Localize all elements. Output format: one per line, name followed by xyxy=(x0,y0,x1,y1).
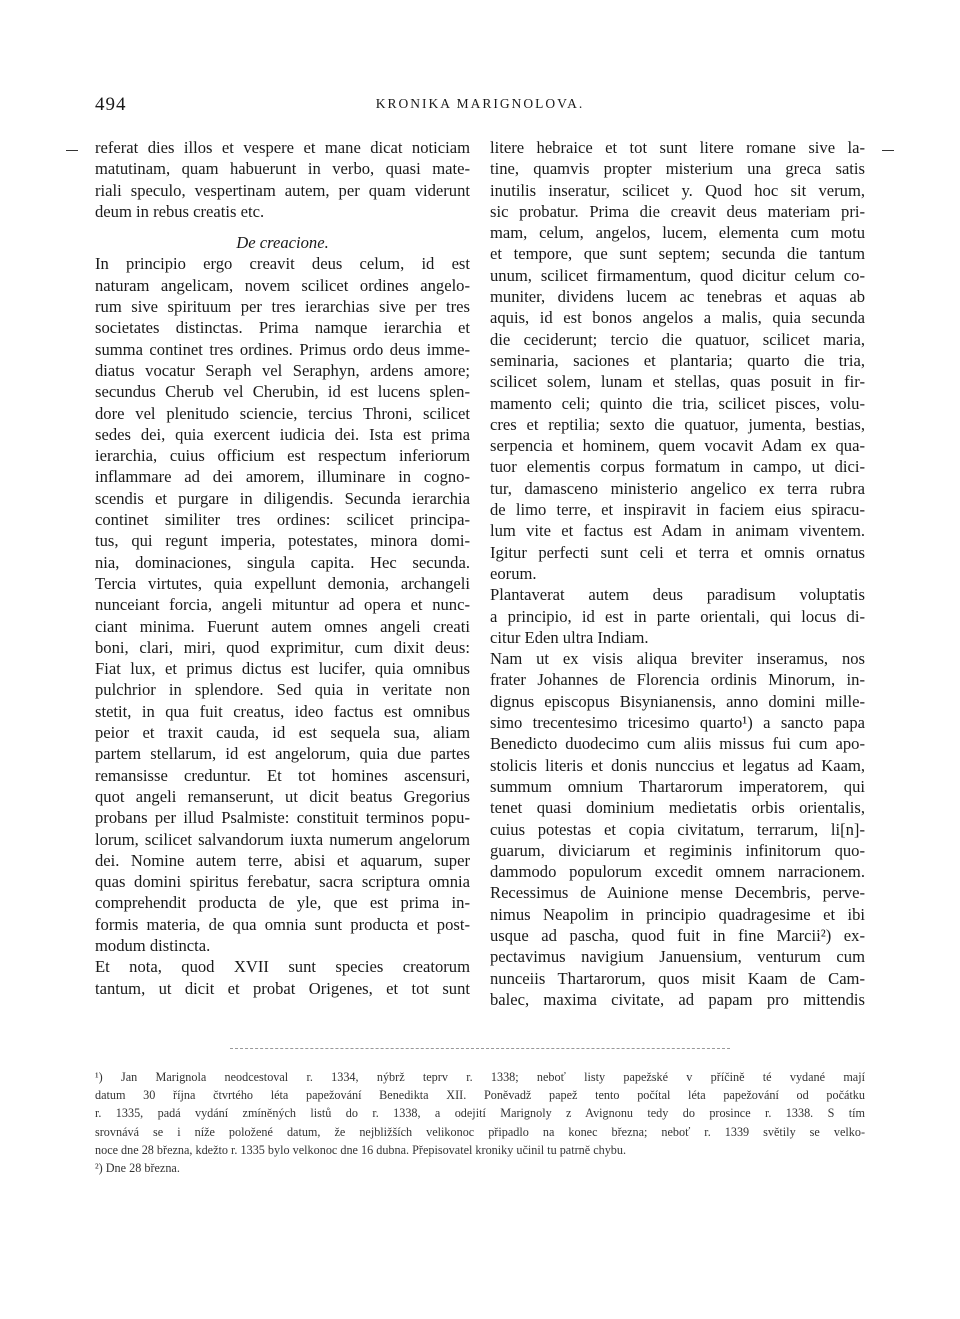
text-line: mamento celi; quinto die tria, scilicet pisces, volu- xyxy=(490,393,865,413)
text-line: tus, qui regunt imperia, potestates, minora domi- xyxy=(95,531,470,551)
text-line: remansisse creduntur. Et tot homines ascensuri, xyxy=(95,765,470,785)
text-line: inutilis inseratur, scilicet y. Quod hoc sit verum, xyxy=(490,180,865,200)
text-line: tuor elementis corpus formatum in campo, ut dici- xyxy=(490,457,865,477)
text-line: sic probatur. Prima die creavit deus materiam pri- xyxy=(490,201,865,221)
text-line: societates distinctas. Prima namque ierarchia et xyxy=(95,318,470,338)
text-line: quot angeli remanserunt, ut dicit beatus Gregorius xyxy=(95,786,470,806)
text-line: partem stellarum, id est angelorum, quia due partes xyxy=(95,744,470,764)
text-line: usque ad pascha, quod fuit in fine Marcii²) ex- xyxy=(490,925,865,945)
text-line: scilicet solem, lunam et stellas, quas posuit in fir- xyxy=(490,372,865,392)
text-line: lorum, scilicet salvandorum iuxta numerum angelorum xyxy=(95,829,470,849)
right-margin-dash xyxy=(882,150,894,151)
text-line: aquis, id est bonos angelos a malis, quia secunda xyxy=(490,308,865,328)
footnote-line: ¹) Jan Marignola neodcestoval r. 1334, nýbrž teprv r. 1338; neboť listy papežské v příčině té vydané mají xyxy=(95,1070,865,1084)
footnote-line: ²) Dne 28 března. xyxy=(95,1160,180,1175)
text-line: stetit, in qua fuit creatus, ideo factus est omnibus xyxy=(95,701,470,721)
footnotes xyxy=(95,1068,865,1177)
text-line: sedes dei, quia exercent iudicia dei. Ista est prima xyxy=(95,424,470,444)
footnote-line: noce dne 28 března, kdežto r. 1335 bylo velkonoc dne 16 dubna. Přepisovatel kroniky učinil tu patrně chybu. xyxy=(95,1142,627,1157)
text-line: ciant minima. Fuerunt autem omnes angeli creati xyxy=(95,616,470,636)
text-line: pulchrior in splendore. Sed quia in veritate non xyxy=(95,680,470,700)
text-line: probans per illud Psalmiste: constituit terminos popu- xyxy=(95,808,470,828)
text-line: referat dies illos et vespere et mane dicat noticiam xyxy=(95,138,470,157)
text-line: tine, quamvis propter misterium una greca satis xyxy=(490,159,865,179)
text-line: seminaria, saciones et plantaria; quarto die tria, xyxy=(490,350,865,370)
text-line: simo trecentesimo tricesimo quarto¹) a sancto papa xyxy=(490,713,865,733)
text-line: dammodo populorum excedit omnem narracionem. xyxy=(490,862,865,882)
text-line: deum in rebus creatis etc. xyxy=(95,201,265,221)
text-line: Plantaverat autem deus paradisum voluptatis xyxy=(490,585,865,605)
text-line: formis materia, de qua omnia sunt producta et post- xyxy=(95,914,470,934)
text-line: frater Johannes de Florencia ordinis Minorum, in- xyxy=(490,670,865,690)
text-line: cres et reptilia; sexto die quatuor, jumenta, bestias, xyxy=(490,414,865,434)
text-line: riali speculo, vespertinam autem, per quam viderunt xyxy=(95,180,470,200)
page-number: 494 xyxy=(95,94,127,115)
paragraph-gap xyxy=(95,222,470,232)
text-line: continet similiter tres ordines: scilicet principa- xyxy=(95,510,470,530)
text-line: nunceiant forcia, angeli mituntur ad opera et nunc- xyxy=(95,595,470,615)
text-line: citur Eden ultra Indiam. xyxy=(490,627,649,647)
section-heading: De creacione. xyxy=(236,233,329,253)
running-head: KRONIKA MARIGNOLOVA. xyxy=(375,96,585,111)
text-line: tenet quasi dominium medietatis orbis orientalis, xyxy=(490,798,865,818)
text-line: matutinam, quam habuerunt in verbo, quasi mate- xyxy=(95,159,470,179)
text-line: peior et traxit cauda, id est sequela sua, aliam xyxy=(95,723,470,743)
text-line: tantum, ut dicit et probat Origenes, et tot sunt xyxy=(95,978,470,998)
text-line: rum sive spirituum per tres ierarchias sive per tres xyxy=(95,297,470,317)
text-line: die ceciderunt; tercio die quatuor, scilicet maria, xyxy=(490,329,865,349)
text-line: nunceiis Thartarorum, quos misit Kaam de Cam- xyxy=(490,968,865,988)
text-line: nimus Neapolim in principio quadragesime et ibi xyxy=(490,904,865,924)
footnote-line: srovnává se i níže položené datum, že nejbližších velikonoc připadlo na konec března; neboť r. 1339 světily se velko- xyxy=(95,1124,865,1139)
text-line: litere hebraice et tot sunt litere romane sive la- xyxy=(490,138,865,157)
text-line: tur, damasceno ministerio angelico ex terra rubra xyxy=(490,478,865,498)
text-line: diatus vocatur Seraph vel Seraphyn, ardens amore; xyxy=(95,360,470,380)
text-line: dore vel plenitudo sciencie, tercius Throni, scilicet xyxy=(95,403,470,423)
text-line: serpencia et hominem, quem vocavit Adam ex qua- xyxy=(490,436,865,456)
text-line: Benedicto duodecimo cum aliis missus fui cum apo- xyxy=(490,734,865,754)
text-line: dignus episcopus Bisynianensis, anno domini mille- xyxy=(490,691,865,711)
text-line: et tempore, que sunt septem; secunda die tantum xyxy=(490,244,865,264)
text-line: summum omnium Thartarorum imperatorem, qui xyxy=(490,776,865,796)
text-line: Fiat lux, et primus dictus est lucifer, quia omnibus xyxy=(95,659,470,679)
text-line: eorum. xyxy=(490,563,537,583)
footnote-line: datum 30 října čtvrtého léta papežování Benedikta XII. Poněvadž papež tento počítal léta papežování od počátku xyxy=(95,1088,865,1103)
left-margin-dash xyxy=(66,150,78,151)
page-header xyxy=(95,94,865,116)
text-line: cuius potestas et copia civitatum, terrarum, li[n]- xyxy=(490,819,865,839)
text-line: stolicis literis et donis nunccius et legatus ad Kaam, xyxy=(490,755,865,775)
text-line: lum vite et factus est Adam in animam viventem. xyxy=(490,521,865,541)
text-line: ierarchia, cuius officium est respectum inferiorum xyxy=(95,446,470,466)
text-line: mam, celum, angelos, lucem, elementa cum motu xyxy=(490,223,865,243)
text-line: unum, scilicet firmamentum, quod dicitur celum co- xyxy=(490,265,865,285)
text-line: boni, clari, miri, quod exprimitur, cum dixit deus: xyxy=(95,637,470,657)
text-line: In principio ergo creavit deus celum, id est xyxy=(95,254,470,274)
text-line: Nam ut ex visis aliqua breviter inseramus, nos xyxy=(490,649,865,669)
text-line: comprehendit producta de yle, que est prima in- xyxy=(95,893,470,913)
text-line: Et nota, quod XVII sunt species creatorum xyxy=(95,957,470,977)
text-line: quas domini spiritus ferebatur, sacra scriptura omnia xyxy=(95,872,470,892)
footnote-rule xyxy=(230,1048,730,1049)
text-line: secundus Cherub vel Cherubin, id est lucens splen- xyxy=(95,382,470,402)
text-line: summa continet tres ordines. Primus ordo deus imme- xyxy=(95,339,470,359)
text-line: Tercia virtutes, quia expellunt demonia, archangeli xyxy=(95,573,470,593)
text-line: modum distincta. xyxy=(95,935,211,955)
text-line: Igitur perfecti sunt celi et terra et omnis ornatus xyxy=(490,542,865,562)
left-column xyxy=(95,137,470,1030)
text-line: dei. Nomine autem terre, abisi et aquarum, super xyxy=(95,850,470,870)
text-line: pectavimus navigium Januensium, venturum cum xyxy=(490,947,865,967)
text-line: nia, dominaciones, singula capita. Hec secunda. xyxy=(95,552,470,572)
text-line: Recessimus de Auinione mense Decembris, perve- xyxy=(490,883,865,903)
text-line: guarum, diviciarum et regiminis infinitorum quo- xyxy=(490,840,865,860)
text-line: naturam angelicam, novem scilicet ordines angelo- xyxy=(95,275,470,295)
text-line: inflammare ad dei amorem, illuminare in cogno- xyxy=(95,467,470,487)
text-line: muniter, dividens lucem ac tenebras et aquas ab xyxy=(490,287,865,307)
text-line: scendis et purgare in diligendis. Secunda ierarchia xyxy=(95,488,470,508)
text-line: de limo terre, et inspiravit in faciem eius spiracu- xyxy=(490,500,865,520)
right-column xyxy=(490,137,865,1030)
text-line: balec, maxima civitate, ad papam pro mittendis xyxy=(490,989,865,1009)
footnote-line: r. 1335, padá vydání zmíněných listů do r. 1338, a odejití Marignoly z Avignonu tedy do prosince r. 1338. S tím xyxy=(95,1106,865,1121)
text-line: a principio, id est in parte orientali, qui locus di- xyxy=(490,606,865,626)
